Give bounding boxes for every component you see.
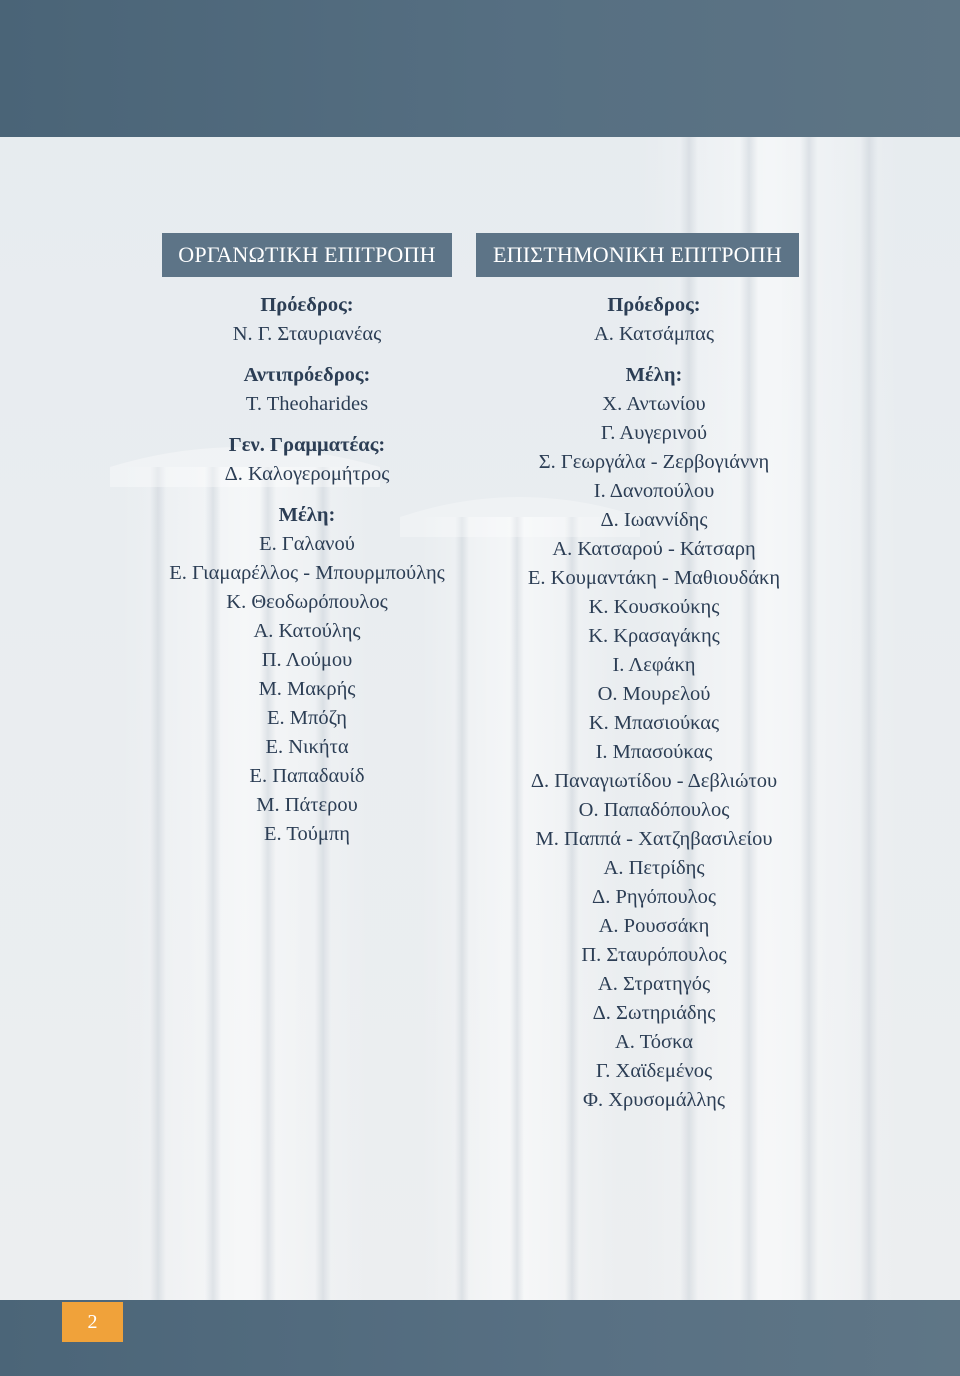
member-name: Ε. Μπόζη [266, 707, 347, 729]
member-name: Ε. Νικήτα [265, 736, 349, 758]
bottom-color-band [0, 1300, 960, 1376]
member-name: Κ. Κουσκούκης [588, 596, 720, 618]
member-name: Ι. Μπασούκας [595, 741, 713, 763]
role-label: Πρόεδρος: [607, 294, 701, 316]
scientific-committee-header: ΕΠΙΣΤΗΜΟΝΙΚΗ ΕΠΙΤΡΟΠΗ [476, 233, 799, 277]
member-name: Δ. Παναγιωτίδου - Δεβλιώτου [530, 770, 778, 792]
organizing-committee-list [162, 291, 452, 849]
member-name: Α. Πετρίδης [603, 857, 705, 879]
member-name: Ε. Γαλανού [259, 533, 355, 555]
member-name: Μ. Πάτερου [256, 794, 358, 816]
member-name: Φ. Χρυσομάλλης [583, 1089, 725, 1111]
role-label: Αντιπρόεδρος: [243, 364, 371, 386]
member-name: Α. Κατσαρού - Κάτσαρη [552, 538, 756, 560]
page-number: 2 [62, 1302, 123, 1342]
member-name: Ι. Λεφάκη [612, 654, 696, 676]
member-name: Ο. Μουρελού [597, 683, 711, 705]
member-name: Α. Τόσκα [615, 1031, 693, 1053]
member-name: Κ. Θεοδωρόπουλος [226, 591, 388, 613]
member-name: Α. Κατούλης [253, 620, 361, 642]
member-name: Κ. Μπασιούκας [588, 712, 720, 734]
member-name: Δ. Καλογερομήτρος [224, 463, 390, 485]
member-name: T. Theoharides [245, 393, 369, 415]
member-name: Π. Σταυρόπουλος [581, 944, 727, 966]
member-name: Χ. Αντωνίου [602, 393, 706, 415]
member-name: Μ. Μακρής [258, 678, 356, 700]
member-name: Μ. Παππά - Χατζηβασιλείου [535, 828, 773, 850]
role-label: Μέλη: [278, 504, 336, 526]
member-name: Α. Ρουσσάκη [598, 915, 710, 937]
member-name: Ε. Κουμαντάκη - Μαθιουδάκη [527, 567, 781, 589]
member-name: Ο. Παπαδόπουλος [578, 799, 730, 821]
top-color-band [0, 0, 960, 137]
member-name: Δ. Σωτηριάδης [592, 1002, 716, 1024]
role-label: Πρόεδρος: [260, 294, 354, 316]
member-name: Ε. Γιαμαρέλλος - Μπουρμπούλης [169, 562, 445, 584]
member-name: Σ. Γεωργάλα - Ζερβογιάννη [538, 451, 770, 473]
member-name: Ε. Παπαδαυίδ [249, 765, 365, 787]
member-name: Γ. Αυγερινού [600, 422, 708, 444]
role-label: Γεν. Γραμματέας: [228, 434, 386, 456]
member-name: Ε. Τούμπη [264, 823, 350, 845]
scientific-committee-list [476, 291, 832, 1115]
member-name: Γ. Χαϊδεμένος [595, 1060, 713, 1082]
organizing-committee-header: ΟΡΓΑΝΩΤΙΚΗ ΕΠΙΤΡΟΠΗ [162, 233, 452, 277]
member-name: Δ. Ρηγόπουλος [592, 886, 716, 908]
member-name: Α. Κατσάμπας [593, 323, 715, 345]
member-name: Ν. Γ. Σταυριανέας [232, 323, 382, 345]
member-name: Π. Λούμου [261, 649, 353, 671]
member-name: Δ. Ιωαννίδης [600, 509, 708, 531]
member-name: Κ. Κρασαγάκης [588, 625, 720, 647]
member-name: Ι. Δανοπούλου [593, 480, 715, 502]
role-label: Μέλη: [625, 364, 683, 386]
member-name: Α. Στρατηγός [597, 973, 711, 995]
